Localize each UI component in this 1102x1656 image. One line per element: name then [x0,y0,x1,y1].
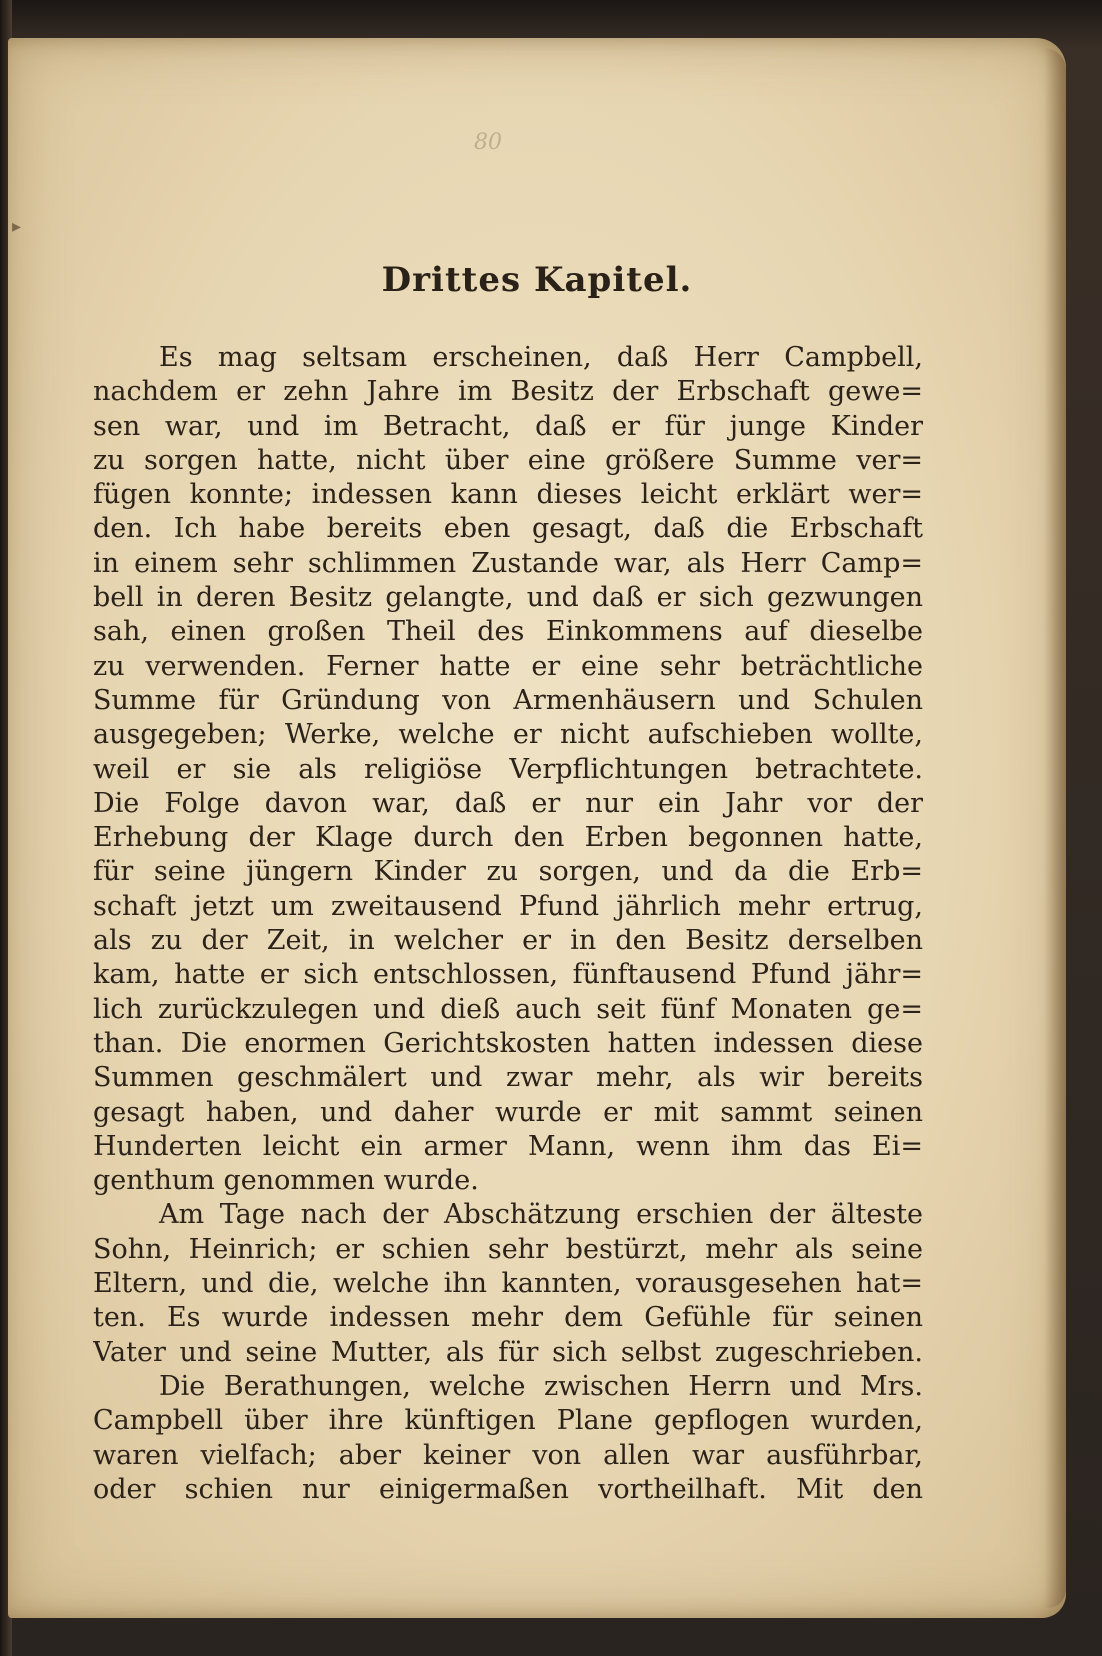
text-line: gesagt haben, und daher wurde er mit sammt seinen [93,1096,923,1128]
text-line: Vater und seine Mutter, als für sich selbst zugeschrieben. [93,1336,923,1368]
text-line: den. Ich habe bereits eben gesagt, daß die Erbschaft [93,513,923,545]
text-line: zu sorgen hatte, nicht über eine größere Summe ver= [93,444,923,476]
text-line: lich zurückzulegen und dieß auch seit fünf Monaten ge= [93,993,923,1025]
text-line: Erhebung der Klage durch den Erben begonnen hatte, [93,822,923,854]
text-line: oder schien nur einigermaßen vortheilhaft. Mit den [93,1473,923,1505]
text-line: als zu der Zeit, in welcher er in den Besitz derselben [93,925,923,957]
text-line: kam, hatte er sich entschlossen, fünftausend Pfund jähr= [93,959,923,991]
text-line: ausgegeben; Werke, welche er nicht aufschieben wollte, [93,719,923,751]
text-line: schaft jetzt um zweitausend Pfund jährlich mehr ertrug, [93,890,923,922]
book-page [8,38,1066,1618]
text-line: Hunderten leicht ein armer Mann, wenn ihm das Ei= [93,1130,923,1162]
text-line: weil er sie als religiöse Verpflichtungen betrachtete. [93,753,923,785]
text-line: fügen konnte; indessen kann dieses leicht erklärt wer= [93,479,923,511]
text-line: ten. Es wurde indessen mehr dem Gefühle für seinen [93,1302,923,1334]
text-line: Die Folge davon war, daß er nur ein Jahr vor der [93,787,923,819]
text-line: bell in deren Besitz gelangte, und daß er sich gezwungen [93,582,923,614]
margin-mark: ▸ [12,216,22,237]
text-line: für seine jüngern Kinder zu sorgen, und da die Erb= [93,856,923,888]
text-line: Es mag seltsam erscheinen, daß Herr Campbell, [159,342,923,373]
text-line: Sohn, Heinrich; er schien sehr bestürzt, mehr als seine [93,1233,923,1265]
body-text [93,341,923,1507]
text-line: Eltern, und die, welche ihn kannten, vorausgesehen hat= [93,1268,923,1300]
text-line: Summe für Gründung von Armenhäusern und Schulen [93,684,923,716]
text-line: Campbell über ihre künftigen Plane gepflogen wurden, [93,1405,923,1437]
text-line: Die Berathungen, welche zwischen Herrn und Mrs. [159,1370,923,1402]
text-line: waren vielfach; aber keiner von allen war ausführbar, [93,1439,923,1471]
text-line: Am Tage nach der Abschätzung erschien der älteste [159,1199,923,1231]
text-line: than. Die enormen Gerichtskosten hatten indessen diese [93,1027,923,1059]
text-line: in einem sehr schlimmen Zustande war, als Herr Camp= [93,547,923,579]
text-line: genthum genommen wurde. [93,1165,479,1197]
text-line: nachdem er zehn Jahre im Besitz der Erbschaft gewe= [93,376,923,408]
text-line: sah, einen großen Theil des Einkommens auf dieselbe [93,616,923,648]
text-line: Summen geschmälert und zwar mehr, als wir bereits [93,1062,923,1094]
text-line: sen war, und im Betracht, daß er für junge Kinder [93,410,923,442]
chapter-title: Drittes Kapitel. [381,260,693,300]
text-line: zu verwenden. Ferner hatte er eine sehr beträchtliche [93,650,923,682]
page-number: 80 [474,130,502,155]
